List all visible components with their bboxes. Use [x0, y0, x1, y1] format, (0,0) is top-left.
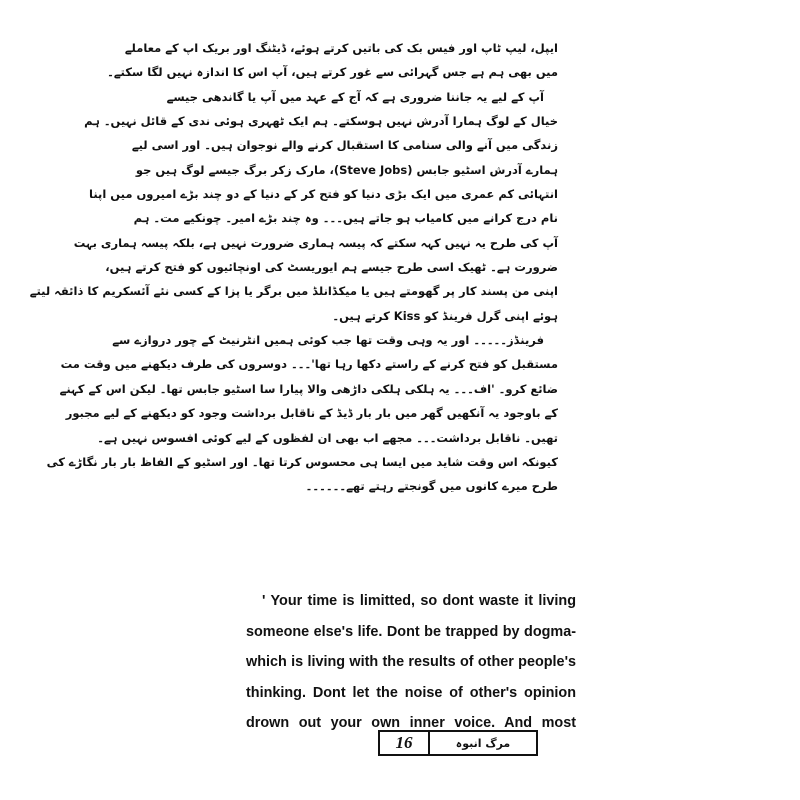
urdu-text-line: ضرورت ہے۔ ٹھیک اسی طرح جیسے ہم ایوریسٹ کی اونچائیوں کو فتح کرتے ہیں، [105, 260, 558, 275]
urdu-text-line: طرح میرے کانوں میں گونجتے رہتے تھے۔۔۔۔۔۔ [305, 479, 558, 494]
urdu-text-line: ہمارے آدرش اسٹیو جابس (Steve Jobs)، مارک زکر برگ جیسے لوگ ہیں جو [135, 162, 558, 177]
urdu-text-line: میں بھی ہم ہے جس گہرائی سے غور کرتے ہیں، آپ اس کا اندازہ نہیں لگا سکتے۔ [107, 65, 558, 80]
urdu-text-line: نام درج کرانے میں کامیاب ہو جاتے ہیں۔۔۔ وہ چند بڑے امیر۔ چونکیے مت۔ ہم [133, 211, 558, 226]
urdu-text-line: انتہائی کم عمری میں ایک بڑی دنیا کو فتح کر کے دنیا کے دو چند بڑے امیروں میں اپنا [89, 187, 558, 202]
urdu-text-line: ہوئے اپنی گرل فرینڈ کو Kiss کرتے ہیں۔ [332, 308, 558, 323]
urdu-text-line: مستقبل کو فتح کرنے کے راستے دکھا رہا تھا'۔۔۔ دوسروں کی طرف دیکھنے میں وقت مت [60, 357, 558, 372]
urdu-text-line: کے باوجود یہ آنکھیں گھر میں بار بار ڈیڈ کے ناقابل برداشت وجود کو دیکھنے کے لیے مجبور [65, 406, 558, 421]
urdu-text-line: تھیں۔ ناقابل برداشت۔۔۔ مجھے اب بھی ان لفظوں کے لیے کوئی افسوس نہیں ہے۔ [97, 430, 558, 445]
urdu-text-line: زندگی میں آنے والی سنامی کا استقبال کرنے والے نوجوان ہیں۔ اور اسی لیے [131, 138, 558, 153]
english-quote [246, 586, 576, 739]
urdu-text-line: خیال کے لوگ ہمارا آدرش نہیں ہوسکتے۔ ہم ایک ٹھہری ہوئی ندی کے قائل نہیں۔ ہم [84, 114, 558, 129]
urdu-text-line: آپ کے لیے یہ جاننا ضروری ہے کہ آج کے عہد میں آپ یا گاندھی جیسے [166, 89, 544, 104]
quote-line: thinking. Dont let the noise of other's opinion [246, 684, 576, 701]
urdu-text-line: ضائع کرو۔ 'اف۔۔۔ یہ ہلکی ہلکی داڑھی والا پیارا سا اسٹیو جابس تھا۔ لیکن اس کے کہنے [59, 381, 558, 396]
page-footer [378, 730, 538, 756]
quote-line: which is living with the results of other people's [246, 654, 576, 670]
urdu-text-line: ایپل، لیپ ٹاپ اور فیس بک کی باتیں کرتے ہوئے، ڈیٹنگ اور بریک اپ کے معاملے [124, 41, 558, 55]
quote-line: drown out your own inner voice. And most [246, 715, 576, 731]
urdu-text-line: اپنی من پسند کار پر گھومتے ہیں یا میکڈانلڈ میں برگر یا پزا کے کسی نئے آئسکریم کا ذائقہ لیتے [29, 284, 558, 299]
quote-line: ' Your time is limitted, so dont waste it living [262, 593, 576, 609]
urdu-text-line: کیونکہ اس وقت شاید میں ایسا ہی محسوس کرتا تھا۔ اور اسٹیو کے الفاظ بار بار نگاڑے کی [46, 454, 558, 469]
urdu-body-text [29, 36, 558, 499]
urdu-text-line: آپ کی طرح یہ نہیں کہہ سکتے کہ پیسہ ہماری ضرورت نہیں ہے، بلکہ پیسہ ہماری بہت [73, 235, 558, 250]
quote-line: someone else's life. Dont be trapped by dogma- [246, 623, 576, 640]
urdu-text-line: فرینڈز۔۔۔۔۔ اور یہ وہی وقت تھا جب کوئی ہمیں انٹرنیٹ کے چور دروازے سے [112, 333, 544, 348]
page-number: 16 [380, 732, 430, 754]
book-title: مرگ انبوہ [455, 736, 511, 750]
